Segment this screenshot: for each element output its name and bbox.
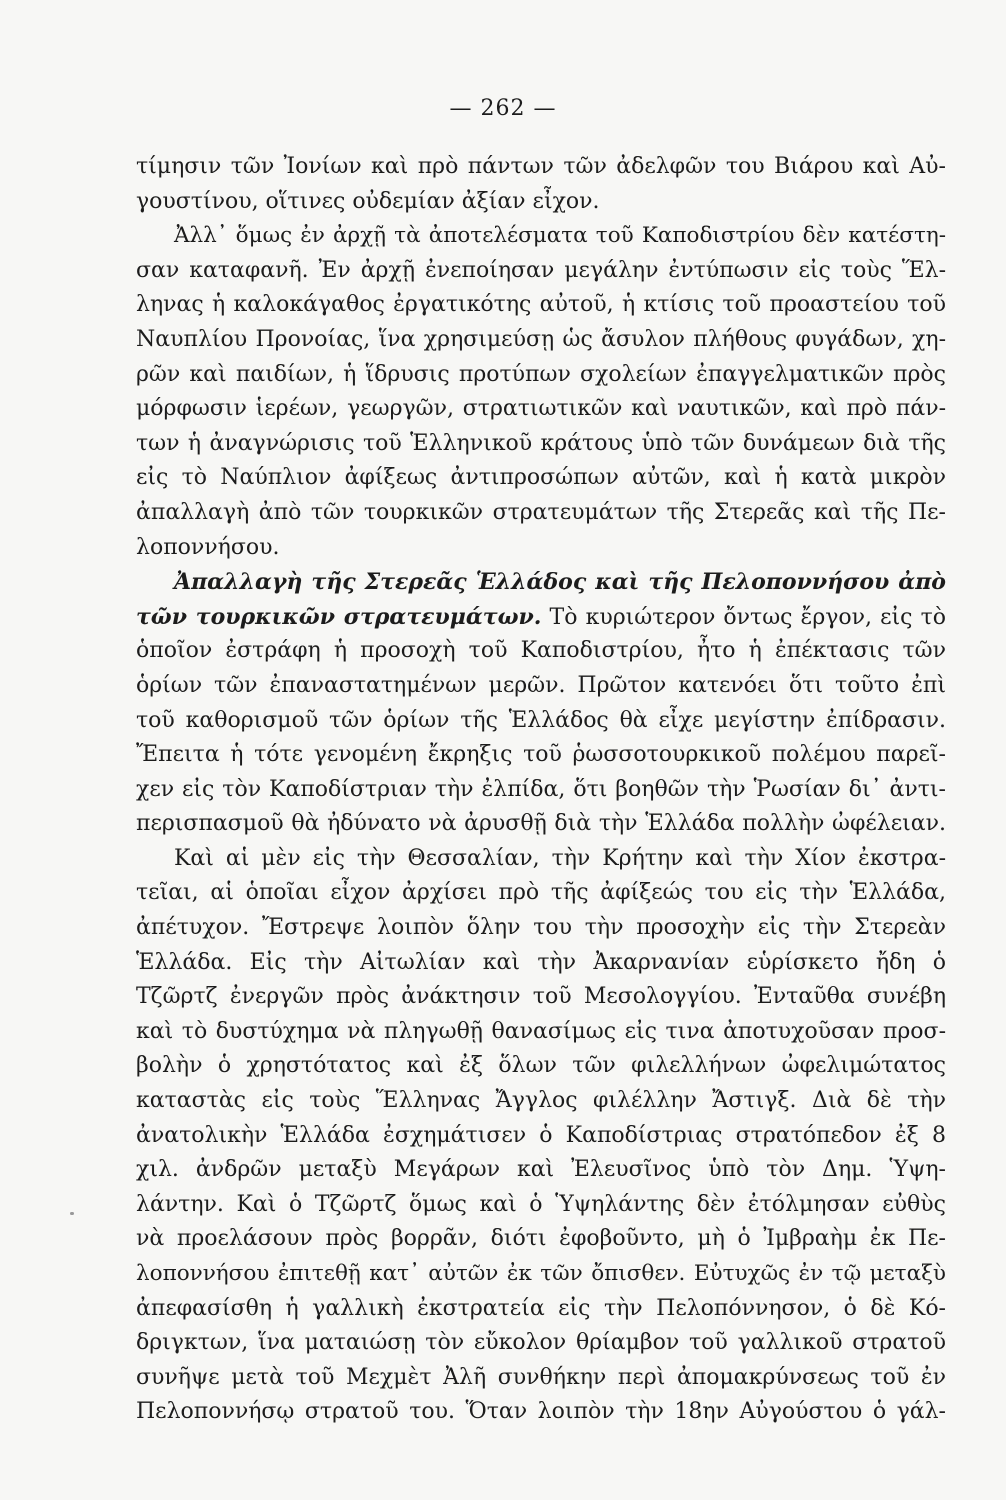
text-line: καὶ τὸ δυστύχημα νὰ πληγωθῇ θανασίμως εἰς τινα ἀποτυχοῦσαν προσ- xyxy=(136,1018,946,1044)
text-line: εἰς τὸ Ναύπλιον ἀφίξεως ἀντιπροσώπων αὐτῶν, καὶ ἡ κατὰ μικρὸν xyxy=(136,465,946,491)
body-text xyxy=(136,150,946,1430)
text-line xyxy=(136,600,946,635)
text-line: Πελοποννήσῳ στρατοῦ του. Ὅταν λοιπὸν τὴν 18ην Αὐγούστου ὁ γάλ- xyxy=(136,1399,946,1425)
text-line: Καὶ αἱ μὲν εἰς τὴν Θεσσαλίαν, τὴν Κρήτην καὶ τὴν Χίον ἐκστρα- xyxy=(174,845,946,871)
text-line: συνῆψε μετὰ τοῦ Μεχμὲτ Ἀλῆ συνθήκην περὶ ἀπομακρύνσεως τοῦ ἐν xyxy=(136,1364,946,1390)
text-line: Ναυπλίου Προνοίας, ἵνα χρησιμεύσῃ ὡς ἄσυλον πλήθους φυγάδων, χη- xyxy=(136,326,946,352)
text-line: τοῦ καθορισμοῦ τῶν ὁρίων τῆς Ἑλλάδος θὰ εἶχε μεγίστην ἐπίδρασιν. xyxy=(136,707,946,733)
section-heading: Ἀπαλλαγὴ τῆς Στερεᾶς Ἑλλάδος καὶ τῆς Πελοποννήσου ἀπὸ xyxy=(174,569,946,596)
text-line: ὁποῖον ἐστράφη ἡ προσοχὴ τοῦ Καποδιστρίου, ἦτο ἡ ἐπέκτασις τῶν xyxy=(136,638,946,664)
text-line: ληνας ἡ καλοκάγαθος ἐργατικότης αὐτοῦ, ἡ κτίσις τοῦ προαστείου τοῦ xyxy=(136,292,946,318)
text-line: Τζῶρτζ ἐνεργῶν πρὸς ἀνάκτησιν τοῦ Μεσολογγίου. Ἐνταῦθα συνέβη xyxy=(136,984,946,1010)
text-line: σαν καταφανῆ. Ἐν ἀρχῇ ἐνεποίησαν μεγάλην ἐντύπωσιν εἰς τοὺς Ἕλ- xyxy=(136,257,946,283)
text-line: λοποννήσου ἐπιτεθῇ κατ᾿ αὐτῶν ἐκ τῶν ὄπισθεν. Εὐτυχῶς ἐν τῷ μεταξὺ xyxy=(136,1261,946,1286)
text-line: των ἡ ἀναγνώρισις τοῦ Ἑλληνικοῦ κράτους ὑπὸ τῶν δυνάμεων διὰ τῆς xyxy=(136,430,946,456)
text-line: λοποννήσου. xyxy=(136,534,280,560)
text-line: δριγκτων, ἵνα ματαιώσῃ τὸν εὔκολον θρίαμβον τοῦ γαλλικοῦ στρατοῦ xyxy=(136,1330,946,1356)
text-line: ἀνατολικὴν Ἑλλάδα ἐσχημάτισεν ὁ Καποδίστριας στρατόπεδον ἐξ 8 xyxy=(136,1122,946,1148)
text-line: ἀπεφασίσθη ἡ γαλλικὴ ἐκστρατεία εἰς τὴν Πελοπόννησον, ὁ δὲ Κό- xyxy=(136,1295,946,1321)
text-line xyxy=(136,565,946,600)
text-line: γουστίνου, οἵτινες οὐδεμίαν ἀξίαν εἶχον. xyxy=(136,188,600,214)
page-number: — 262 — xyxy=(449,96,557,121)
text-line: βολὴν ὁ χρηστότατος καὶ ἐξ ὅλων τῶν φιλελλήνων ὠφελιμώτατος xyxy=(136,1053,946,1079)
text-line: χεν εἰς τὸν Καποδίστριαν τὴν ἐλπίδα, ὅτι βοηθῶν τὴν Ῥωσίαν δι᾿ ἀντι- xyxy=(136,776,946,802)
text-line: λάντην. Καὶ ὁ Τζῶρτζ ὅμως καὶ ὁ Ὑψηλάντης δὲν ἐτόλμησαν εὐθὺς xyxy=(136,1191,946,1217)
text-line: χιλ. ἀνδρῶν μεταξὺ Μεγάρων καὶ Ἐλευσῖνος ὑπὸ τὸν Δημ. Ὑψη- xyxy=(136,1157,946,1183)
text-line: ἀπέτυχον. Ἔστρεψε λοιπὸν ὅλην του τὴν προσοχὴν εἰς τὴν Στερεὰν xyxy=(136,915,946,941)
section-heading: τῶν τουρκικῶν στρατευμάτων. xyxy=(136,603,542,630)
text-line: ἀπαλλαγὴ ἀπὸ τῶν τουρκικῶν στρατευμάτων τῆς Στερεᾶς καὶ τῆς Πε- xyxy=(136,499,946,525)
scan-speck xyxy=(70,1212,74,1215)
text-line: Ἔπειτα ἡ τότε γενομένη ἔκρηξις τοῦ ῥωσσοτουρκικοῦ πολέμου παρεῖ- xyxy=(136,742,946,768)
text-line: μόρφωσιν ἱερέων, γεωργῶν, στρατιωτικῶν καὶ ναυτικῶν, καὶ πρὸ πάν- xyxy=(136,396,946,422)
text-line: νὰ προελάσουν πρὸς βορρᾶν, διότι ἐφοβοῦντο, μὴ ὁ Ἰμβραὴμ ἐκ Πε- xyxy=(136,1226,946,1252)
text-line: ρῶν καὶ παιδίων, ἡ ἵδρυσις προτύπων σχολείων ἐπαγγελματικῶν πρὸς xyxy=(136,361,946,387)
text-line: ὁρίων τῶν ἐπαναστατημένων μερῶν. Πρῶτον κατενόει ὅτι τοῦτο ἐπὶ xyxy=(136,672,946,698)
text-line: καταστὰς εἰς τοὺς Ἕλληνας Ἄγγλος φιλέλλην Ἄστιγξ. Διὰ δὲ τὴν xyxy=(136,1088,946,1114)
text-line: Ἑλλάδα. Εἰς τὴν Αἰτωλίαν καὶ τὴν Ἀκαρνανίαν εὑρίσκετο ἤδη ὁ xyxy=(136,949,946,975)
text-line: Ἀλλ᾿ ὅμως ἐν ἀρχῇ τὰ ἀποτελέσματα τοῦ Καποδιστρίου δὲν κατέστη- xyxy=(174,223,946,249)
line-text: Τὸ κυριώτερον ὄντως ἔργον, εἰς τὸ xyxy=(541,604,946,630)
text-line: τεῖαι, αἱ ὁποῖαι εἶχον ἀρχίσει πρὸ τῆς ἀφίξεώς του εἰς τὴν Ἑλλάδα, xyxy=(136,880,946,906)
text-line: περισπασμοῦ θὰ ἠδύνατο νὰ ἀρυσθῇ διὰ τὴν Ἑλλάδα πολλὴν ὠφέλειαν. xyxy=(136,811,946,837)
text-line: τίμησιν τῶν Ἰονίων καὶ πρὸ πάντων τῶν ἀδελφῶν του Βιάρου καὶ Αὐ- xyxy=(136,154,946,179)
